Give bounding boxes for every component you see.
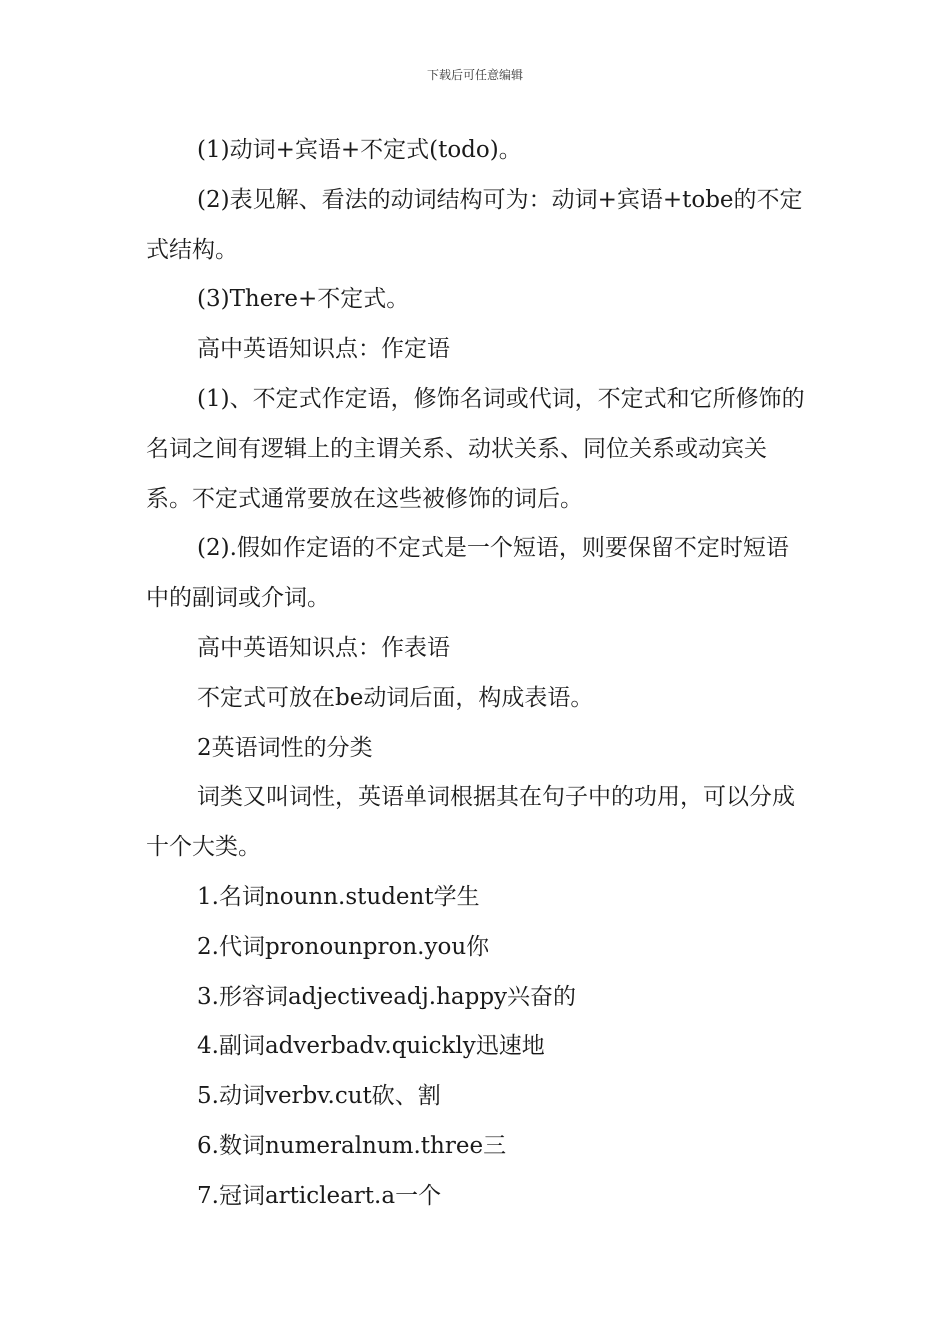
- list-item: 1.名词nounn.student学生: [197, 883, 480, 910]
- paragraph: (2).假如作定语的不定式是一个短语，则要保留不定时短语中的副词或介词。: [146, 535, 789, 612]
- section-heading: 高中英语知识点：作定语: [197, 336, 450, 363]
- paragraph: (1)动词+宾语+不定式(todo)。: [197, 137, 522, 163]
- list-item: 5.动词verbv.cut砍、割: [197, 1083, 441, 1110]
- section-heading: 2英语词性的分类: [197, 734, 373, 761]
- paragraph: (3)There+不定式。: [197, 286, 410, 313]
- list-item: 7.冠词articleart.a一个: [197, 1182, 442, 1209]
- paragraph: 词类又叫词性，英语单词根据其在句子中的功用，可以分成十个大类。: [146, 784, 795, 861]
- list-item: 6.数词numeralnum.three三: [197, 1132, 507, 1159]
- paragraph: (1)、不定式作定语，修饰名词或代词，不定式和它所修饰的名词之间有逻辑上的主谓关系、动状关系、同位关系或动宾关系。不定式通常要放在这些被修饰的词后。: [146, 385, 805, 512]
- list-item: 4.副词adverbadv.quickly迅速地: [197, 1033, 545, 1060]
- list-item: 2.代词pronounpron.you你: [197, 933, 490, 960]
- page-header: 下载后可任意编辑: [426, 68, 523, 82]
- document-body: [146, 126, 810, 1222]
- paragraph: (2)表见解、看法的动词结构可为：动词+宾语+tobe的不定式结构。: [146, 186, 803, 263]
- list-item: 3.形容词adjectiveadj.happy兴奋的: [197, 983, 577, 1010]
- section-heading: 高中英语知识点：作表语: [197, 634, 450, 661]
- paragraph: 不定式可放在be动词后面，构成表语。: [197, 684, 594, 711]
